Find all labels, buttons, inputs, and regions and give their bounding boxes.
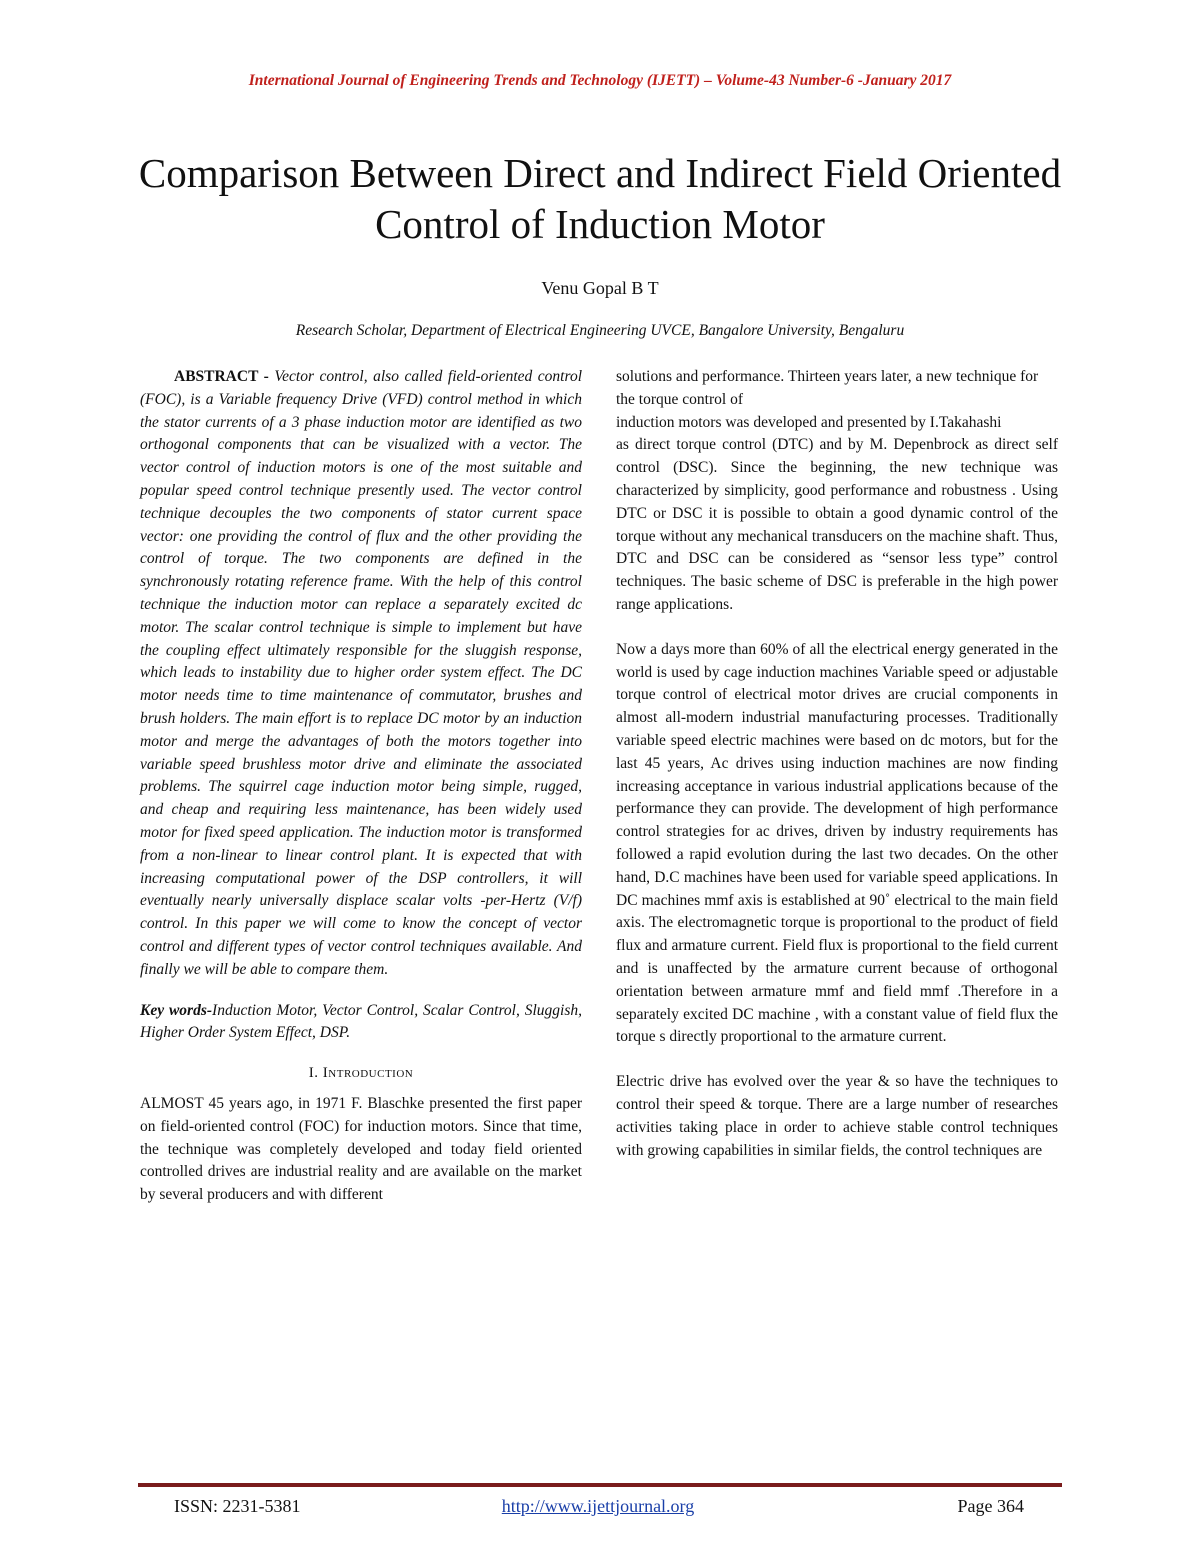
footer-divider: [138, 1483, 1062, 1487]
journal-link[interactable]: http://www.ijettjournal.org: [501, 1496, 695, 1516]
right-paragraph-3: Electric drive has evolved over the year & so have the techniques to control their speed & torque. There are a large number of researches activities taking place in order to achieve stable control techniques with growing capabilities in similar fields, the control techniques are: [616, 1073, 1058, 1159]
author-affiliation: Research Scholar, Department of Electrical Engineering UVCE, Bangalore University, Bengaluru: [295, 322, 905, 339]
abstract-text: Vector control, also called field-oriented control (FOC), is a Variable frequency Drive (VFD) control method in which the stator currents of a 3 phase induction motor are identified as two orthogonal components that can be visualized with a vector. The vector control of induction motors is one of the most suitable and popular speed control technique presently used. The vector control technique decouples the two components of stator current space vector: one providing the control of flux and the other providing the control of torque. The two components are defined in the synchronously rotating reference frame. With the help of this control technique the induction motor can replace a separately excited dc motor. The scalar control technique is simple to implement but have the coupling effect ultimately responsible for the sluggish response, which leads to instability due to higher order system effect. The DC motor needs time to time maintenance of commutator, brushes and brush holders. The main effort is to replace DC motor by an induction motor and merge the advantages of both the motors together into variable speed brushless motor drive and eliminate the associated problems. The squirrel cage induction motor being simple, rugged, and cheap and requiring less maintenance, has been widely used motor for fixed speed application. The induction motor is transformed from a non-linear to linear control plant. It is expected that with increasing computational power of the DSP controllers, it will eventually nearly universally displace scalar volts -per-Hertz (V/f) control. In this paper we will come to know the concept of vector control and different types of vector control techniques available. And finally we will be able to compare them.: [140, 368, 582, 978]
keywords-text: Induction Motor, Vector Control, Scalar Control, Sluggish, Higher Order System Effect, DSP.: [140, 1001, 582, 1042]
left-column: [140, 366, 582, 1207]
keywords: [140, 1000, 582, 1046]
right-paragraph-1-part-3: as direct torque control (DTC) and by M. Depenbrock as direct self control (DSC). Since the beginning, the new technique was characterized by simplicity, good performance and robustness . Using DTC or DSC it is possible to obtain a good dynamic control of the torque without any mechanical transducers on the machine shaft. Thus, DTC and DSC can be considered as “sensor less type” control techniques. The basic scheme of DSC is preferable in the high power range applications.: [616, 436, 1058, 613]
abstract: [140, 366, 582, 982]
section-title: Introduction: [322, 1065, 414, 1082]
right-paragraph-2: Now a days more than 60% of all the electrical energy generated in the world is used by cage induction machines Variable speed or adjustable torque control of electrical motor drives are crucial components in almost all-modern industrial manufacturing processes. Traditionally variable speed electric machines were based on dc motors, but for the last 45 years, Ac drives using induction machines are now finding increasing acceptance in various industrial applications because of the performance they can provide. The development of high performance control strategies for ac drives, driven by industry requirements has followed a rapid evolution during the last two decades. On the other hand, D.C machines have been used for variable speed applications. In DC machines mmf axis is established at 90˚ electrical to the main field axis. The electromagnetic torque is proportional to the product of field flux and armature current. Field flux is proportional to the field current and is unaffected by the armature current because of orthogonal orientation between armature mmf and field mmf .Therefore in a separately excited DC machine , with a constant value of field flux the torque s directly proportional to the armature current.: [616, 640, 1058, 1046]
right-paragraph-1-part-2: induction motors was developed and presented by I.Takahashi: [616, 413, 1002, 431]
intro-paragraph: ALMOST 45 years ago, in 1971 F. Blaschke presented the first paper on field-oriented control (FOC) for induction motors. Since that time, the technique was completely developed and today field oriented controlled drives are industrial reality and are available on the market by several producers and with different: [140, 1094, 582, 1204]
abstract-label: ABSTRACT -: [174, 368, 269, 385]
keywords-label: Key words-: [140, 1001, 213, 1019]
author-name: Venu Gopal B T: [541, 278, 659, 298]
section-number: I.: [308, 1065, 319, 1082]
right-column: [616, 366, 1058, 1162]
paper-title: Comparison Between Direct and Indirect Field Oriented Control of Induction Motor: [138, 150, 1062, 247]
journal-header: International Journal of Engineering Trends and Technology (IJETT) – Volume-43 Number-6 -January 2017: [248, 72, 952, 89]
page-footer: [138, 1496, 1062, 1522]
page-number: Page 364: [957, 1496, 1024, 1516]
right-paragraph-1-part-1: solutions and performance. Thirteen years later, a new technique for the torque control of: [616, 368, 1039, 408]
section-heading-introduction: [140, 1062, 582, 1085]
footer-issn: ISSN: 2231-5381: [174, 1496, 301, 1516]
